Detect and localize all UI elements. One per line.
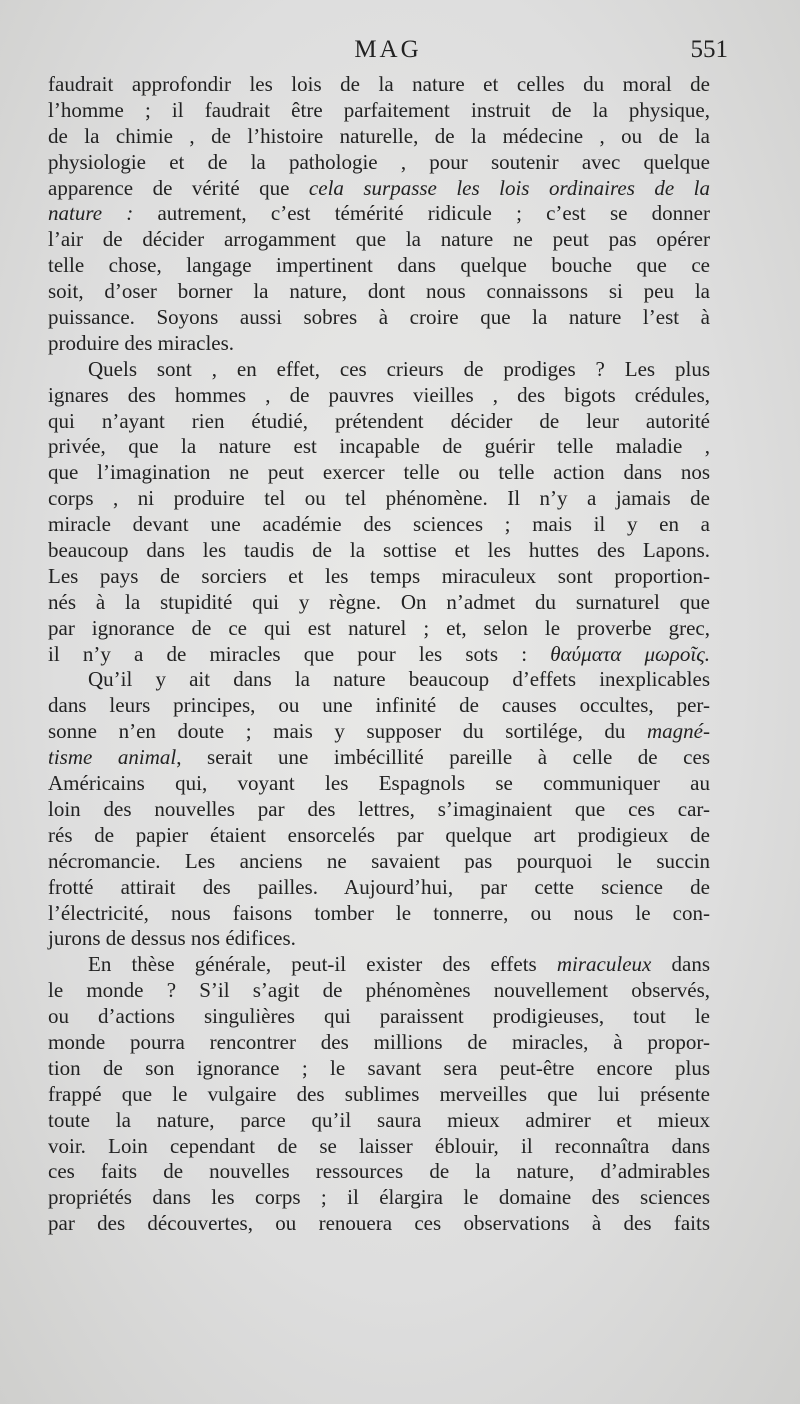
text-run: toute la nature, parce qu’il saura mieux admirer et mieux xyxy=(48,1107,710,1132)
text-line xyxy=(48,875,710,901)
text-line xyxy=(48,926,710,952)
text-line xyxy=(48,797,710,823)
body-text xyxy=(48,72,710,1237)
text-run: ignares des hommes , de pauvres vieilles , des bigots crédules, xyxy=(48,382,710,407)
text-run: apparence de vérité que xyxy=(48,175,309,200)
text-run: ces faits de nouvelles ressources de la nature, d’admirables xyxy=(48,1159,710,1184)
text-run: l’homme ; il faudrait être parfaitement instruit de la physique, xyxy=(48,97,710,122)
text-run: autrement, c’est témérité ridicule ; c’est se donner xyxy=(133,201,710,226)
text-line xyxy=(48,201,710,227)
text-line xyxy=(48,590,710,616)
text-run: ou d’actions singulières qui paraissent prodigieuses, tout le xyxy=(48,1004,710,1029)
text-run: il n’y a de miracles que pour les sots : xyxy=(48,641,551,666)
text-line xyxy=(48,901,710,927)
text-line xyxy=(48,98,710,124)
text-run: sonne n’en doute ; mais y supposer du sortilége, du xyxy=(48,719,648,744)
text-line xyxy=(48,512,710,538)
text-line xyxy=(48,72,710,98)
text-run: Qu’il y ait dans la nature beaucoup d’effets inexplicables xyxy=(88,667,710,692)
text-line xyxy=(48,279,710,305)
text-line xyxy=(48,1082,710,1108)
text-line xyxy=(48,460,710,486)
text-run: voir. Loin cependant de se laisser éblouir, il reconnaîtra dans xyxy=(48,1133,710,1158)
text-run: par des découvertes, ou renouera ces observations à des faits xyxy=(48,1211,710,1236)
text-run: l’air de décider arrogamment que la nature ne peut pas opérer xyxy=(48,227,710,252)
text-run: propriétés dans les corps ; il élargira le domaine des sciences xyxy=(48,1185,710,1210)
text-run: telle chose, langage impertinent dans quelque bouche que ce xyxy=(48,253,710,278)
text-line xyxy=(48,667,710,693)
text-run: privée, que la nature est incapable de guérir telle maladie , xyxy=(48,434,710,459)
text-run: dans xyxy=(651,952,710,977)
text-run: miracle devant une académie des sciences ; mais il y en a xyxy=(48,512,710,537)
text-line xyxy=(48,434,710,460)
text-line xyxy=(48,616,710,642)
text-run: rés de papier étaient ensorcelés par quelque art prodigieux de xyxy=(48,822,710,847)
text-line xyxy=(48,1159,710,1185)
text-line xyxy=(48,823,710,849)
text-run: , serait une imbécillité pareille à celle de ces xyxy=(176,745,710,770)
text-run: Quels sont , en effet, ces crieurs de prodiges ? Les plus xyxy=(88,356,710,381)
page-number: 551 xyxy=(690,36,728,63)
text-run: loin des nouvelles par des lettres, s’imaginaient que ces car- xyxy=(48,796,710,821)
text-line xyxy=(48,1030,710,1056)
text-run: physiologie et de la pathologie , pour soutenir avec quelque xyxy=(48,149,710,174)
text-run: frappé que le vulgaire des sublimes merveilles que lui présente xyxy=(48,1081,710,1106)
text-line xyxy=(48,150,710,176)
text-line xyxy=(48,978,710,1004)
text-line xyxy=(48,253,710,279)
text-line xyxy=(48,745,710,771)
text-line xyxy=(48,771,710,797)
text-line xyxy=(48,1185,710,1211)
text-line xyxy=(48,693,710,719)
text-run: frotté attirait des pailles. Aujourd’hui, par cette science de xyxy=(48,874,710,899)
text-run: Américains qui, voyant les Espagnols se communiquer au xyxy=(48,771,710,796)
text-line xyxy=(48,849,710,875)
text-run: que l’imagination ne peut exercer telle ou telle action dans nos xyxy=(48,460,710,485)
text-line xyxy=(48,1211,710,1237)
text-run: monde pourra rencontrer des millions de miracles, à propor- xyxy=(48,1029,710,1054)
text-line xyxy=(48,486,710,512)
text-line xyxy=(48,1056,710,1082)
italic-text-run: magné- xyxy=(647,719,710,744)
text-run: produire des miracles. xyxy=(48,330,235,355)
italic-text-run: nature : xyxy=(48,201,134,226)
text-line xyxy=(48,538,710,564)
text-run: soit, d’oser borner la nature, dont nous connaissons si peu la xyxy=(48,279,710,304)
text-run: faudrait approfondir les lois de la nature et celles du moral de xyxy=(48,72,710,96)
text-line xyxy=(48,719,710,745)
italic-text-run: miraculeux xyxy=(556,952,652,977)
italic-text-run: tisme animal xyxy=(48,745,177,770)
running-head-word: MAG xyxy=(354,36,422,63)
text-line xyxy=(48,383,710,409)
text-run: par ignorance de ce qui est naturel ; et, selon le proverbe grec, xyxy=(48,615,710,640)
text-run: jurons de dessus nos édifices. xyxy=(48,926,296,951)
text-line xyxy=(48,642,710,668)
text-run: de la chimie , de l’histoire naturelle, de la médecine , ou de la xyxy=(48,123,710,148)
text-line xyxy=(48,124,710,150)
text-line xyxy=(48,331,710,357)
italic-text-run: θαύματα μωροῖς. xyxy=(550,641,710,666)
text-line xyxy=(48,409,710,435)
text-run: le monde ? S’il s’agit de phénomènes nouvellement observés, xyxy=(48,978,710,1003)
text-run: qui n’ayant rien étudié, prétendent décider de leur autorité xyxy=(48,408,710,433)
text-line xyxy=(48,176,710,202)
text-line xyxy=(48,1134,710,1160)
text-line xyxy=(48,305,710,331)
running-head xyxy=(48,36,728,70)
text-line xyxy=(48,357,710,383)
text-run: dans leurs principes, ou une infinité de causes occultes, per- xyxy=(48,693,710,718)
text-run: nécromancie. Les anciens ne savaient pas pourquoi le succin xyxy=(48,848,710,873)
text-run: corps , ni produire tel ou tel phénomène. Il n’y a jamais de xyxy=(48,486,710,511)
text-run: puissance. Soyons aussi sobres à croire que la nature l’est à xyxy=(48,305,710,330)
text-line xyxy=(48,952,710,978)
text-line xyxy=(48,1004,710,1030)
text-run: l’électricité, nous faisons tomber le tonnerre, ou nous le con- xyxy=(48,900,710,925)
italic-text-run: cela surpasse les lois ordinaires de la xyxy=(308,175,710,200)
text-run: beaucoup dans les taudis de la sottise et les huttes des Lapons. xyxy=(48,538,710,563)
text-run: Les pays de sorciers et les temps miraculeux sont proportion- xyxy=(48,563,710,588)
text-line xyxy=(48,227,710,253)
text-line xyxy=(48,1108,710,1134)
text-run: En thèse générale, peut-il exister des effets xyxy=(88,952,557,977)
text-line xyxy=(48,564,710,590)
text-run: nés à la stupidité qui y règne. On n’admet du surnaturel que xyxy=(48,589,710,614)
text-run: tion de son ignorance ; le savant sera peut-être encore plus xyxy=(48,1055,710,1080)
